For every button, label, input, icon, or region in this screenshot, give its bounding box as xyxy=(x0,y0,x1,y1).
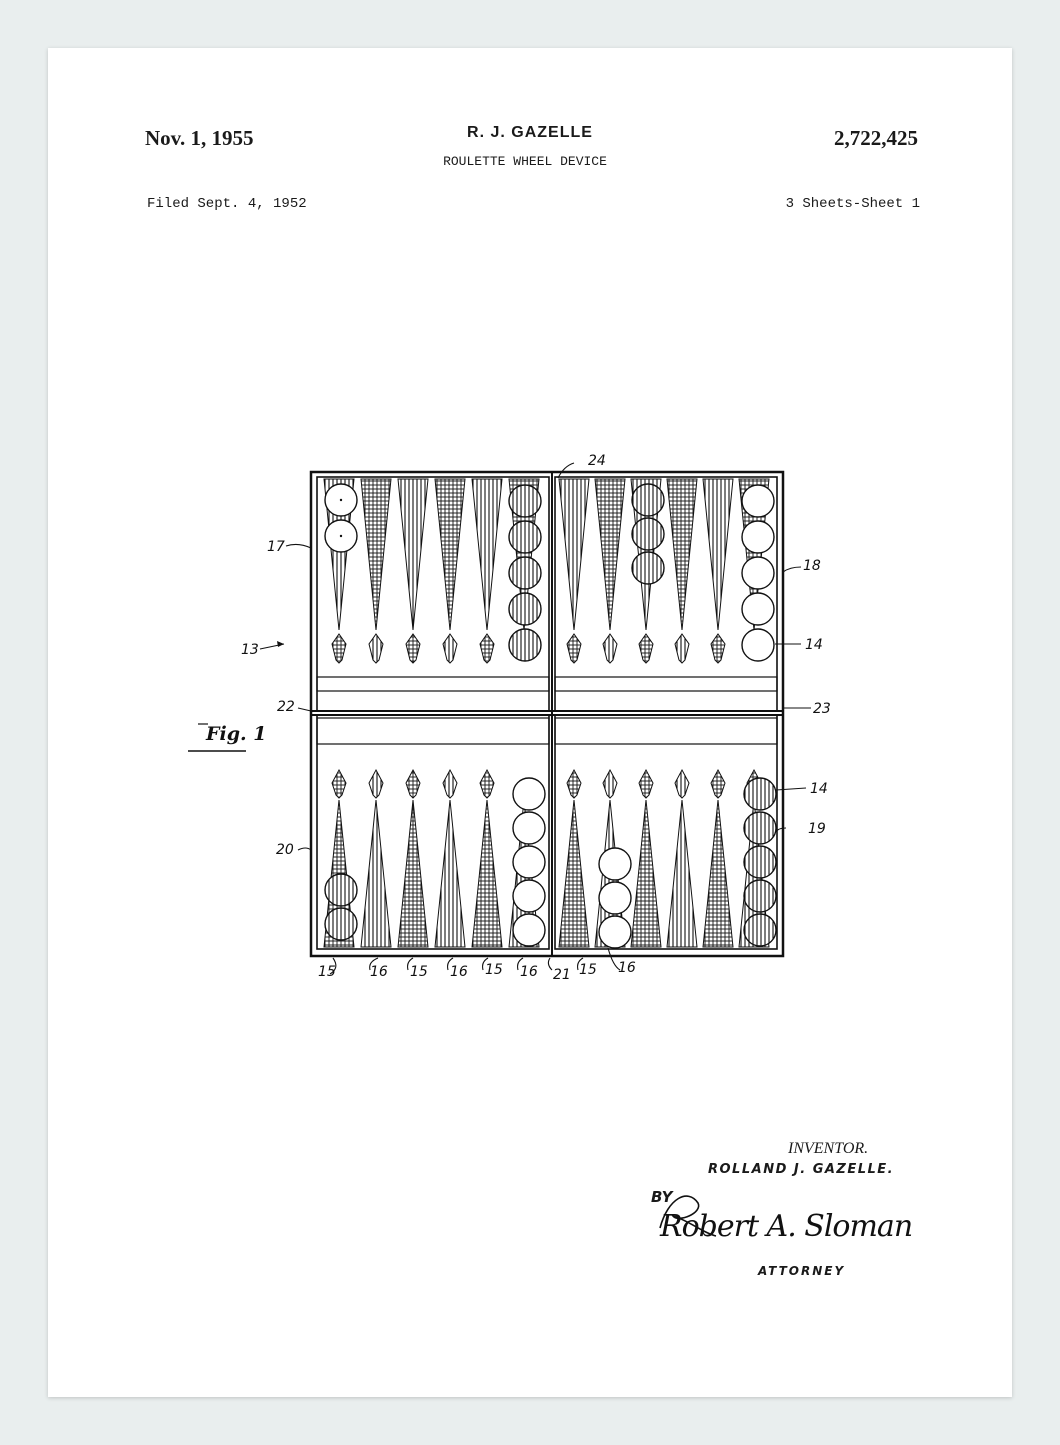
patent-sheet xyxy=(48,48,1012,1397)
ref-16-d: 16 xyxy=(618,960,636,976)
by-label: BY xyxy=(651,1188,673,1206)
inventor-label: INVENTOR. xyxy=(788,1140,869,1157)
ref-15-d: 15 xyxy=(579,962,597,978)
patent-number: 2,722,425 xyxy=(834,126,918,150)
ref-14-top: 14 xyxy=(805,637,823,653)
ref-13: 13 xyxy=(241,642,259,658)
ref-19: 19 xyxy=(808,821,826,837)
ref-16-b: 16 xyxy=(450,964,468,980)
attorney-label: ATTORNEY xyxy=(758,1264,846,1278)
figure-label: Fig. 1 xyxy=(206,723,267,745)
inventor-heading: R. J. GAZELLE xyxy=(467,124,593,141)
ref-20: 20 xyxy=(276,842,294,858)
patent-title: ROULETTE WHEEL DEVICE xyxy=(443,154,607,169)
ref-15-b: 15 xyxy=(410,964,428,980)
ref-18: 18 xyxy=(803,558,821,574)
ref-16-c: 16 xyxy=(520,964,538,980)
ref-15-a: 15 xyxy=(318,964,336,980)
sheet-count: 3 Sheets-Sheet 1 xyxy=(785,196,920,212)
inventor-name: ROLLAND J. GAZELLE. xyxy=(708,1162,895,1177)
ref-24: 24 xyxy=(588,453,606,469)
ref-17: 17 xyxy=(267,539,285,555)
attorney-signature: Robert A. Sloman xyxy=(660,1209,913,1244)
ref-21: 21 xyxy=(553,967,571,983)
ref-22: 22 xyxy=(277,699,295,715)
ref-15-c: 15 xyxy=(485,962,503,978)
filed-date: Filed Sept. 4, 1952 xyxy=(147,196,307,212)
ref-14-bottom: 14 xyxy=(810,781,828,797)
ref-23: 23 xyxy=(813,701,831,717)
ref-16-a: 16 xyxy=(370,964,388,980)
patent-date: Nov. 1, 1955 xyxy=(145,126,254,150)
backgammon-board-drawing xyxy=(48,48,1012,1397)
